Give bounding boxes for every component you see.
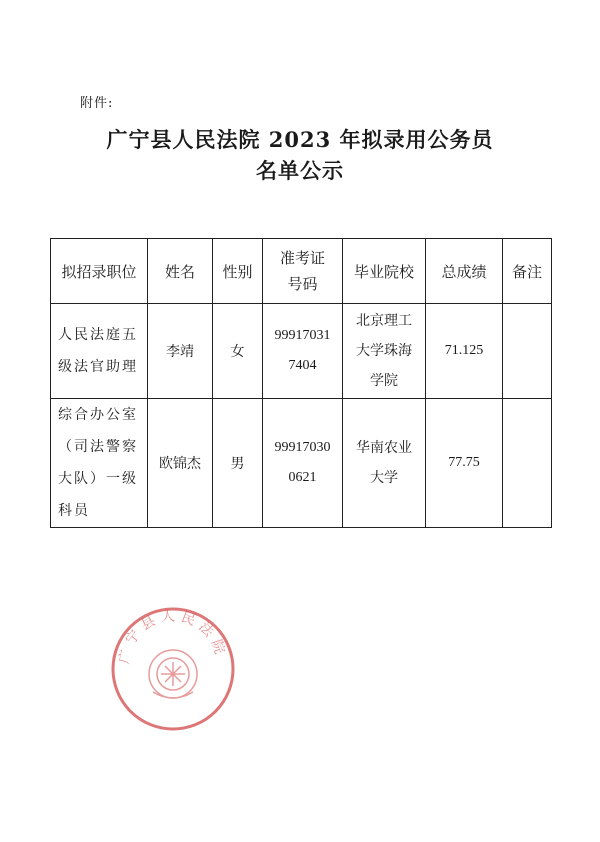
table-header-row: [51, 239, 552, 304]
header-remark: 备注: [503, 239, 552, 304]
seal-emblem: [149, 650, 197, 698]
cell-position: 综合办公室（司法警察大队）一级科员: [51, 399, 148, 528]
cell-gender: 女: [213, 304, 263, 399]
official-seal-stamp: [108, 604, 238, 734]
attachment-label: 附件:: [80, 96, 114, 111]
school-line2: 大学: [370, 470, 398, 486]
cell-gender: 男: [213, 399, 263, 528]
exam-number-line2: 7404: [288, 358, 317, 373]
header-gender: 性别: [213, 239, 263, 304]
cell-remark: [503, 399, 552, 528]
header-exam-number: [263, 239, 343, 304]
cell-exam-number: [263, 304, 343, 399]
table-row: [51, 304, 552, 399]
cell-remark: [503, 304, 552, 399]
cell-score: 77.75: [426, 399, 503, 528]
header-school: 毕业院校: [343, 239, 426, 304]
header-exam-number-line2: 号码: [287, 275, 318, 293]
cell-position: 人民法庭五级法官助理: [51, 304, 148, 399]
school-line1: 华南农业: [356, 440, 412, 456]
document-subtitle: 名单公示: [256, 158, 344, 183]
school-line2: 大学珠海: [356, 343, 412, 359]
header-name: 姓名: [148, 239, 213, 304]
cell-school: [343, 399, 426, 528]
document-title: 广宁县人民法院 2023 年拟录用公务员: [106, 127, 494, 152]
cell-score: 71.125: [426, 304, 503, 399]
cell-name: 李靖: [148, 304, 213, 399]
cell-name: 欧锦杰: [148, 399, 213, 528]
school-line3: 学院: [370, 373, 398, 389]
exam-number-line2: 0621: [288, 470, 317, 485]
table-row: [51, 399, 552, 528]
cell-school: [343, 304, 426, 399]
cell-exam-number: [263, 399, 343, 528]
header-position: 拟招录职位: [51, 239, 148, 304]
school-line1: 北京理工: [356, 313, 412, 329]
exam-number-line1: 99917031: [274, 328, 331, 343]
header-score: 总成绩: [426, 239, 503, 304]
exam-number-line1: 99917030: [274, 440, 331, 455]
candidate-table: [50, 238, 552, 528]
header-exam-number-line1: 准考证: [279, 249, 325, 267]
seal-text: 广宁县人民法院: [116, 608, 230, 666]
